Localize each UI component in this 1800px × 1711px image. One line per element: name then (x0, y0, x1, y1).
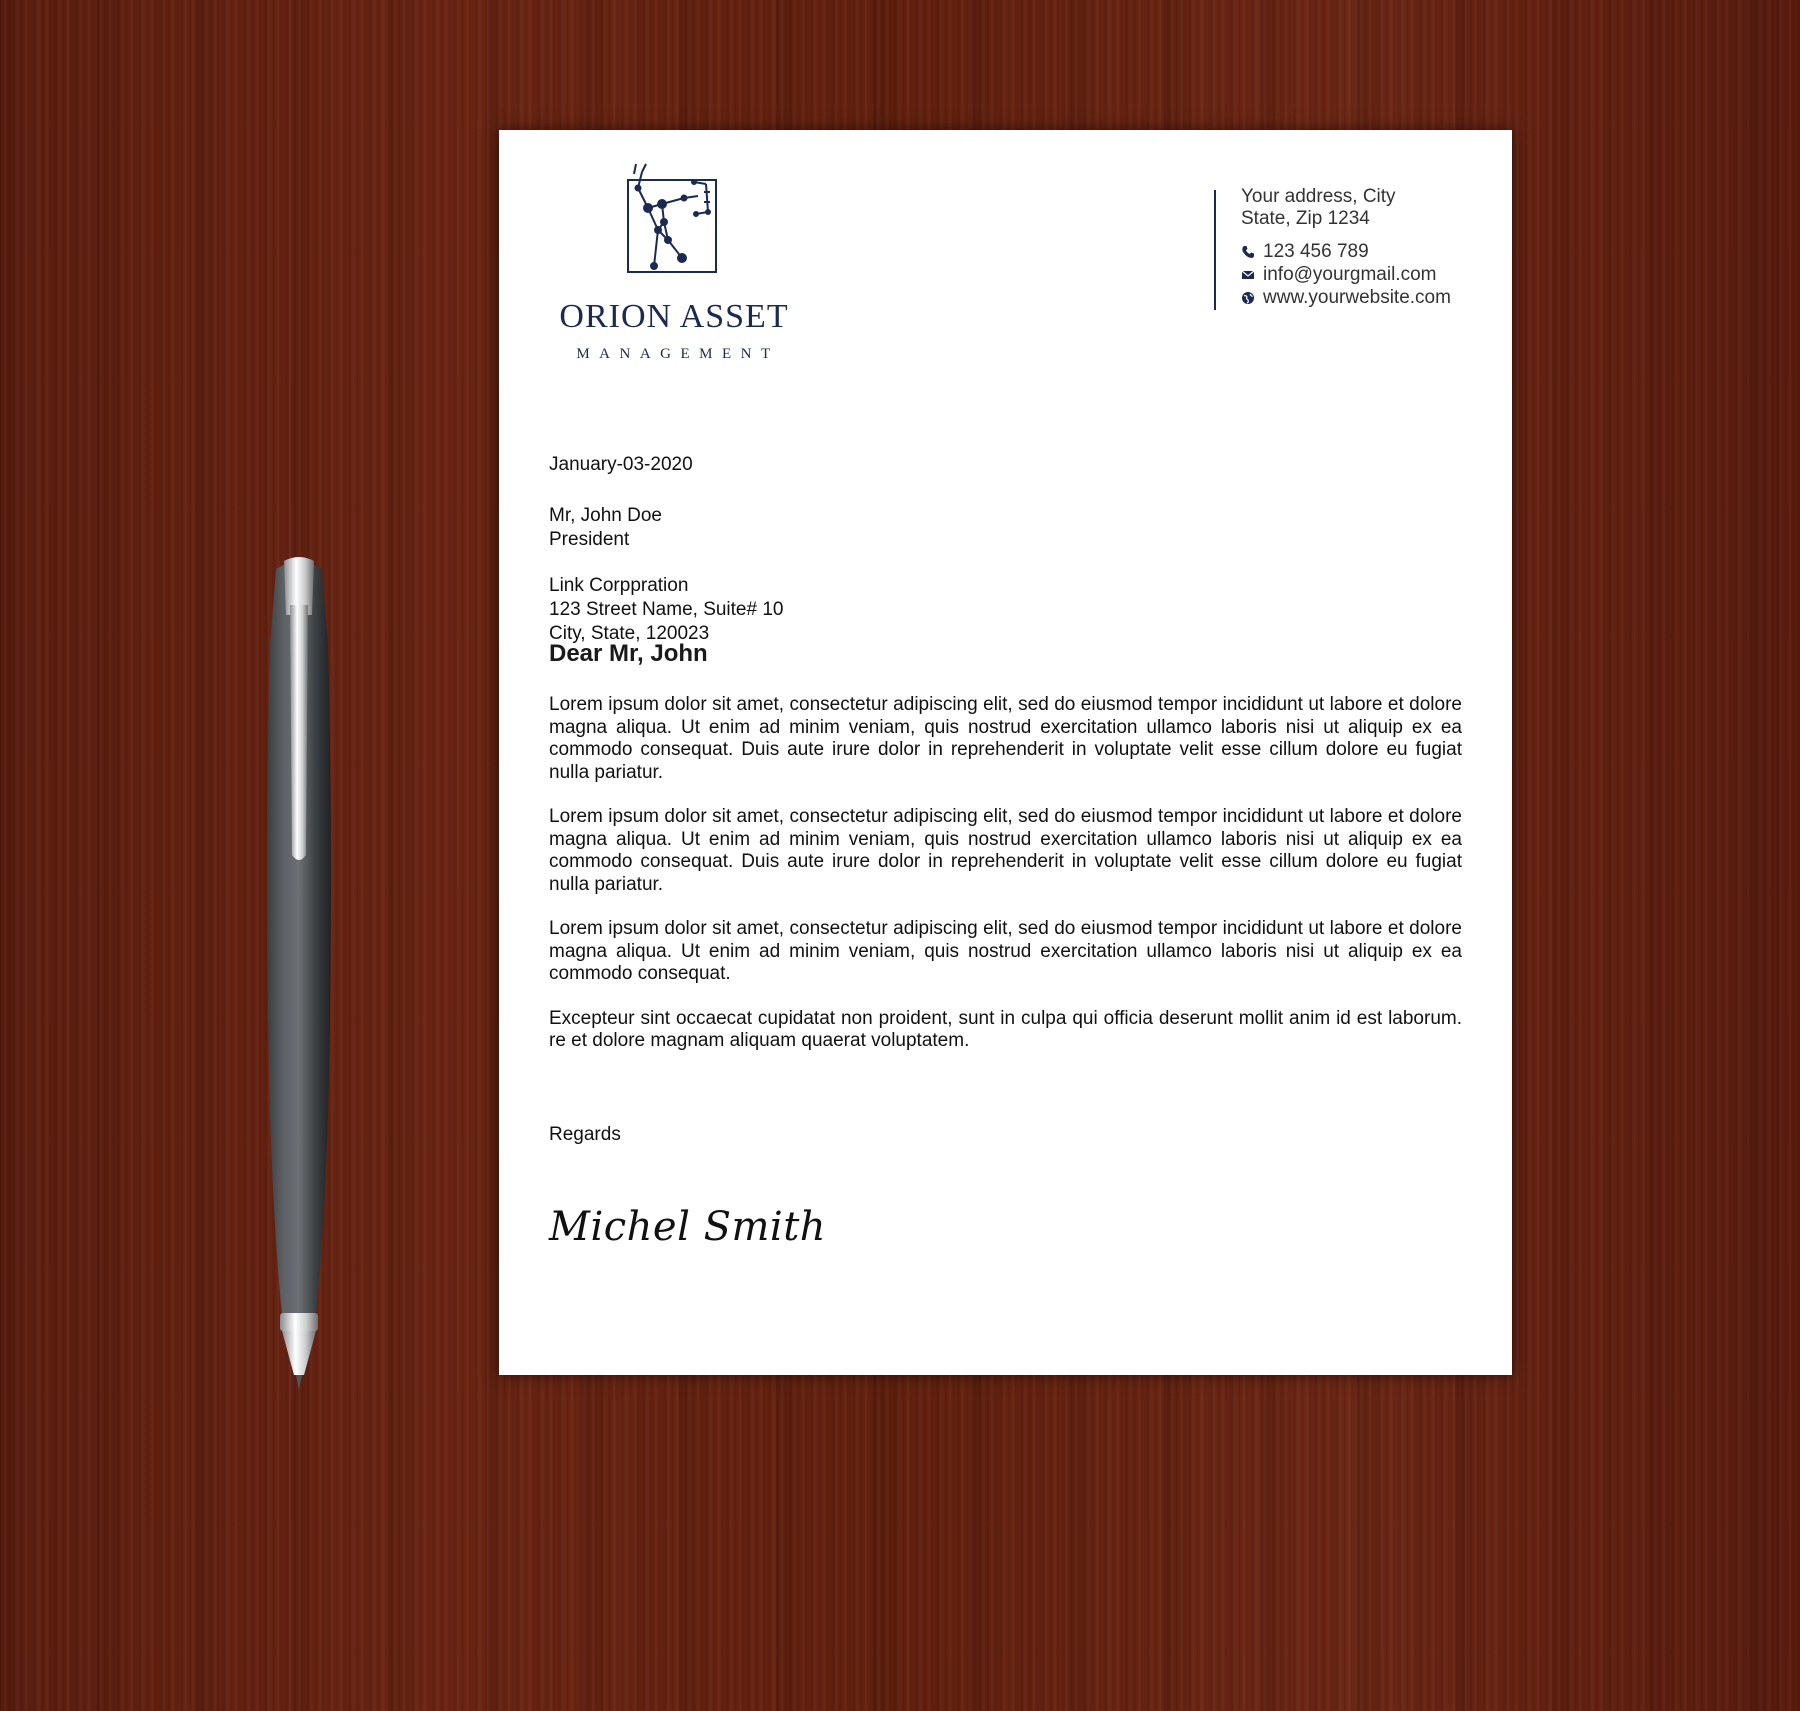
recipient-name: Mr, John Doe (549, 505, 662, 526)
paragraph: Excepteur sint occaecat cupidatat non proident, sunt in culpa qui officia deserunt mollit anim id est laborum. re et dolore magnam aliquam quaerat voluptatem. (549, 1007, 1462, 1051)
letter-paragraphs (549, 694, 1462, 1075)
recipient-title: President (549, 529, 630, 550)
email-row (1241, 263, 1501, 286)
paragraph: Lorem ipsum dolor sit amet, consectetur adipiscing elit, sed do eiusmod tempor incididunt ut labore et dolore magna aliqua. Ut enim ad minim veniam, quis nostrud exercitation ullamco laboris nisi ut aliquip ex ea commodo consequat. Duis aute irure dolor in reprehenderit in voluptate velit esse cillum dolore eu fugiat nulla pariatur. (549, 694, 1462, 783)
recipient-company-block (549, 574, 783, 646)
company-street-line: 123 Street Name, Suite# 10 (549, 599, 784, 620)
phone-icon (1241, 245, 1255, 259)
letter-date: January-03-2020 (549, 454, 693, 475)
address-line-2: State, Zip 1234 (1241, 208, 1370, 229)
closing: Regards (549, 1124, 621, 1145)
signature: Michel Smith (549, 1204, 827, 1250)
pen-image (262, 555, 336, 1395)
phone-row (1241, 240, 1501, 263)
company-tagline: MANAGEMENT (576, 346, 780, 362)
contact-divider (1214, 190, 1216, 310)
envelope-icon (1241, 268, 1255, 282)
company-logo (549, 158, 799, 368)
orion-constellation-icon (624, 158, 734, 276)
company-city-line: City, State, 120023 (549, 623, 710, 644)
website-row (1241, 286, 1501, 309)
company-name: ORION ASSET (559, 298, 789, 335)
website-url: www.yourwebsite.com (1263, 286, 1451, 308)
email-address: info@yourgmail.com (1263, 263, 1437, 285)
paragraph: Lorem ipsum dolor sit amet, consectetur adipiscing elit, sed do eiusmod tempor incididunt ut labore et dolore magna aliqua. Ut enim ad minim veniam, quis nostrud exercitation ullamco laboris nisi ut aliquip ex ea commodo consequat. Duis aute irure dolor in reprehenderit in voluptate velit esse cillum dolore eu fugiat nulla pariatur. (549, 806, 1462, 895)
letterhead-sheet (499, 130, 1512, 1375)
globe-icon (1241, 291, 1255, 305)
company-name-line: Link Corppration (549, 575, 689, 596)
salutation: Dear Mr, John (549, 640, 708, 667)
address (1241, 186, 1501, 230)
paragraph: Lorem ipsum dolor sit amet, consectetur adipiscing elit, sed do eiusmod tempor incididunt ut labore et dolore magna aliqua. Ut enim ad minim veniam, quis nostrud exercitation ullamco laboris nisi ut aliquip ex ea commodo consequat. (549, 918, 1462, 984)
phone-number: 123 456 789 (1263, 240, 1369, 262)
contact-block (1241, 186, 1501, 309)
recipient-block (549, 504, 662, 552)
address-line-1: Your address, City (1241, 186, 1396, 207)
